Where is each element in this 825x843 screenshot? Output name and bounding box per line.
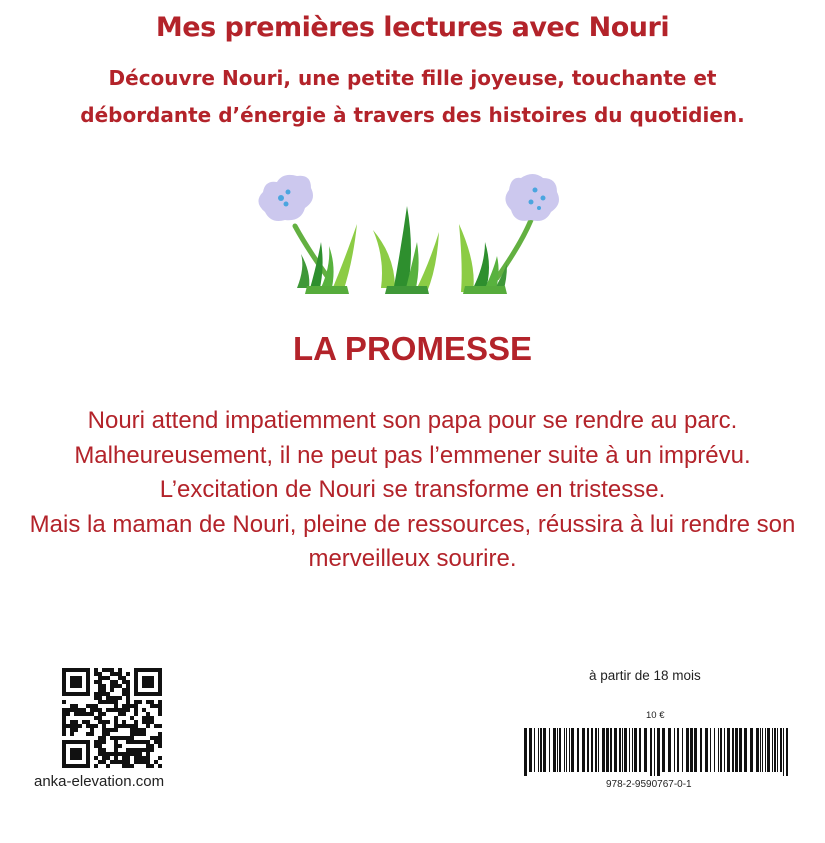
right-flower-icon	[497, 174, 559, 278]
right-grass-icon	[459, 224, 507, 294]
age-range: à partir de 18 mois	[589, 668, 701, 683]
book-title: LA PROMESSE	[293, 330, 532, 367]
book-synopsis	[20, 404, 805, 577]
website-url[interactable]: anka-elevation.com	[34, 773, 165, 790]
middle-grass-icon	[373, 206, 439, 294]
series-description-line-2: débordante d’énergie à travers des histoires du quotidien.	[80, 103, 745, 127]
price-label: 10 €	[646, 710, 665, 721]
barcode-icon	[522, 728, 790, 776]
qr-code-icon	[62, 668, 162, 768]
flowers-and-grass-illustration	[245, 168, 575, 308]
series-title: Mes premières lectures avec Nouri	[155, 12, 670, 43]
left-flower-icon	[258, 175, 327, 276]
isbn-number: 978-2-9590767-0-1	[606, 779, 692, 790]
series-description	[30, 60, 795, 134]
synopsis-paragraph-3: Mais la maman de Nouri, pleine de ressources, réussira à lui rendre son merveilleux sourire.	[29, 510, 796, 572]
left-grass-icon	[297, 224, 357, 294]
series-description-line-1: Découvre Nouri, une petite fille joyeuse, touchante et	[108, 66, 717, 90]
synopsis-paragraph-1: Nouri attend impatiemment son papa pour se rendre au parc. Malheureusement, il ne peut pas l’emmener suite à un imprévu.	[74, 407, 751, 469]
synopsis-paragraph-2: L’excitation de Nouri se transforme en tristesse.	[159, 476, 666, 503]
